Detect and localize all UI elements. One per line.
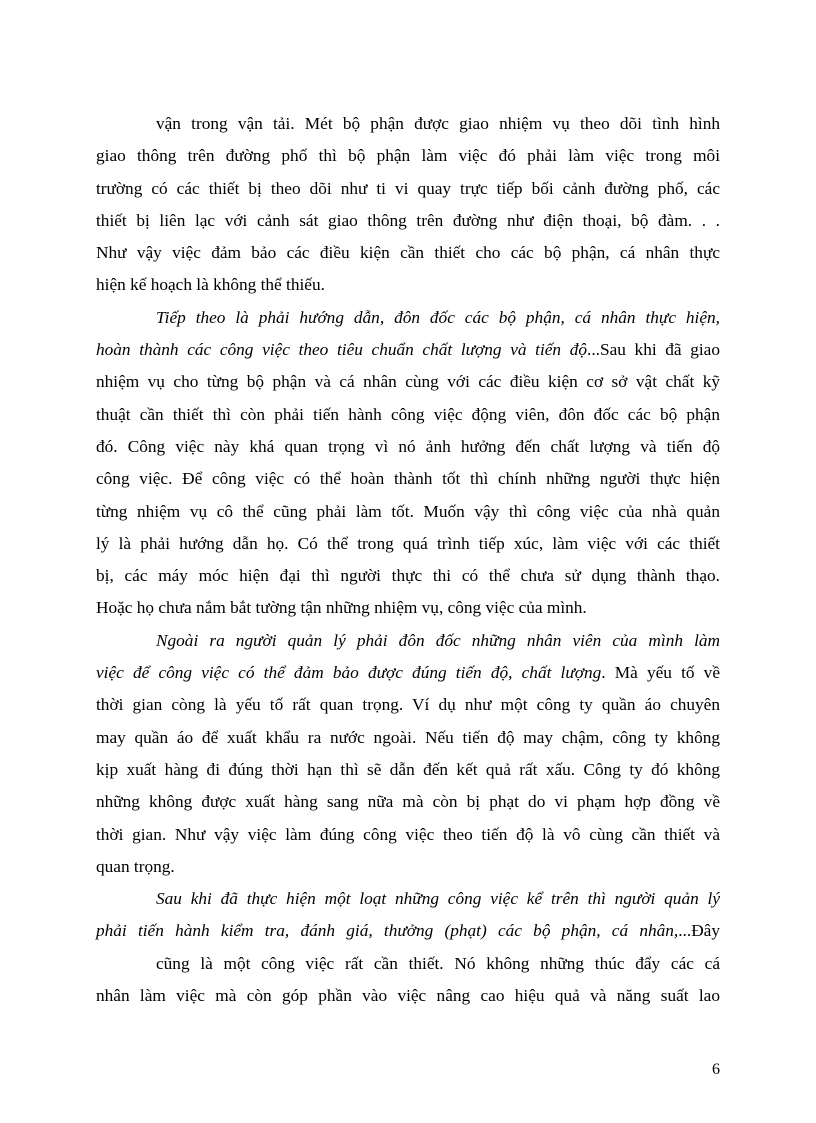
text-segment: những không được xuất hàng sang nữa mà còn bị phạt do vi phạm hợp đồng về: [96, 792, 720, 812]
text-line: [96, 722, 720, 754]
text-segment: trường có các thiết bị theo dõi như ti vi quay trực tiếp bối cảnh đường phố, các: [96, 178, 720, 198]
text-segment: kịp xuất hàng đi đúng thời hạn thì sẽ dẫn đến kết quả rất xấu. Công ty đó không: [96, 759, 720, 779]
text-segment: công việc. Để công việc có thể hoàn thành tốt thì chính những người thực hiện: [96, 469, 720, 489]
text-line: [96, 915, 720, 947]
text-line: [96, 980, 720, 1012]
text-line: [96, 108, 720, 140]
text-segment: ...Sau khi đã giao: [587, 340, 720, 360]
text-line: [96, 366, 720, 398]
text-line: [96, 140, 720, 172]
text-segment: từng nhiệm vụ cô thể cũng phải làm tốt. Muốn vậy thì công việc của nhà quản: [96, 501, 720, 521]
italic-text-segment: Sau khi đã thực hiện một loạt những công việc kể trên thì người quản lý: [156, 889, 720, 909]
text-segment: Hoặc họ chưa nắm bắt tường tận những nhiệm vụ, công việc của mình.: [96, 598, 587, 618]
text-line: [96, 754, 720, 786]
text-line: [96, 173, 720, 205]
text-line: [96, 528, 720, 560]
text-line: [96, 334, 720, 366]
text-segment: lý là phải hướng dẫn họ. Có thể trong quá trình tiếp xúc, làm việc với các thiết: [96, 533, 720, 553]
text-segment: bị, các máy móc hiện đại thì người thực thi có thể chưa sử dụng thành thạo.: [96, 566, 720, 586]
text-line: [96, 657, 720, 689]
text-line: [96, 625, 720, 657]
text-line: [96, 269, 720, 301]
text-segment: thiết bị liên lạc với cảnh sát giao thông trên đường như điện thoại, bộ đàm. . .: [96, 210, 720, 230]
text-segment: cũng là một công việc rất cần thiết. Nó không những thúc đẩy các cá: [156, 953, 720, 973]
text-line: [96, 496, 720, 528]
text-segment: thuật cần thiết thì còn phải tiến hành công việc động viên, đôn đốc các bộ phận: [96, 404, 720, 424]
text-line: [96, 592, 720, 624]
text-line: [96, 948, 720, 980]
text-line: [96, 883, 720, 915]
text-line: [96, 560, 720, 592]
italic-text-segment: Ngoài ra người quản lý phải đôn đốc những nhân viên của mình làm: [156, 630, 720, 650]
text-line: [96, 819, 720, 851]
text-line: [96, 302, 720, 334]
text-segment: thời gian còng là yếu tố rất quan trọng. Ví dụ như một công ty quần áo chuyên: [96, 695, 720, 715]
text-segment: giao thông trên đường phố thì bộ phận làm việc đó phải làm việc trong môi: [96, 146, 720, 166]
text-line: [96, 399, 720, 431]
italic-text-segment: việc để công việc có thể đảm bảo được đúng tiến độ, chất lượng: [96, 663, 602, 683]
text-segment: ...Đây: [678, 921, 720, 941]
text-segment: . Mà yếu tố về: [601, 663, 720, 683]
italic-text-segment: hoàn thành các công việc theo tiêu chuẩn chất lượng và tiến độ: [96, 340, 588, 360]
text-line: [96, 689, 720, 721]
text-segment: quan trọng.: [96, 856, 175, 876]
italic-text-segment: Tiếp theo là phải hướng dẫn, đôn đốc các bộ phận, cá nhân thực hiện,: [156, 307, 720, 327]
text-segment: Như vậy việc đảm bảo các điều kiện cần thiết cho các bộ phận, cá nhân thực: [96, 243, 720, 263]
text-line: [96, 786, 720, 818]
text-segment: vận trong vận tải. Mét bộ phận được giao nhiệm vụ theo dõi tình hình: [156, 114, 720, 133]
text-line: [96, 205, 720, 237]
text-line: [96, 851, 720, 883]
text-line: [96, 431, 720, 463]
text-segment: nhiệm vụ cho từng bộ phận và cá nhân cùng với các điều kiện cơ sở vật chất kỹ: [96, 372, 720, 392]
body-text: [96, 108, 720, 1012]
text-segment: nhân làm việc mà còn góp phần vào việc nâng cao hiệu quả và năng suất lao: [96, 986, 720, 1006]
text-line: [96, 237, 720, 269]
text-segment: thời gian. Như vậy việc làm đúng công việc theo tiến độ là vô cùng cần thiết và: [96, 824, 720, 844]
page-number: 6: [712, 1061, 720, 1078]
text-segment: may quần áo để xuất khẩu ra nước ngoài. Nếu tiến độ may chậm, công ty không: [96, 727, 720, 747]
text-segment: đó. Công việc này khá quan trọng vì nó ảnh hưởng đến chất lượng và tiến độ: [96, 436, 720, 456]
italic-text-segment: phải tiến hành kiểm tra, đánh giá, thưởng (phạt) các bộ phận, cá nhân,: [96, 921, 679, 941]
text-segment: hiện kế hoạch là không thể thiếu.: [96, 275, 325, 295]
text-line: [96, 463, 720, 495]
